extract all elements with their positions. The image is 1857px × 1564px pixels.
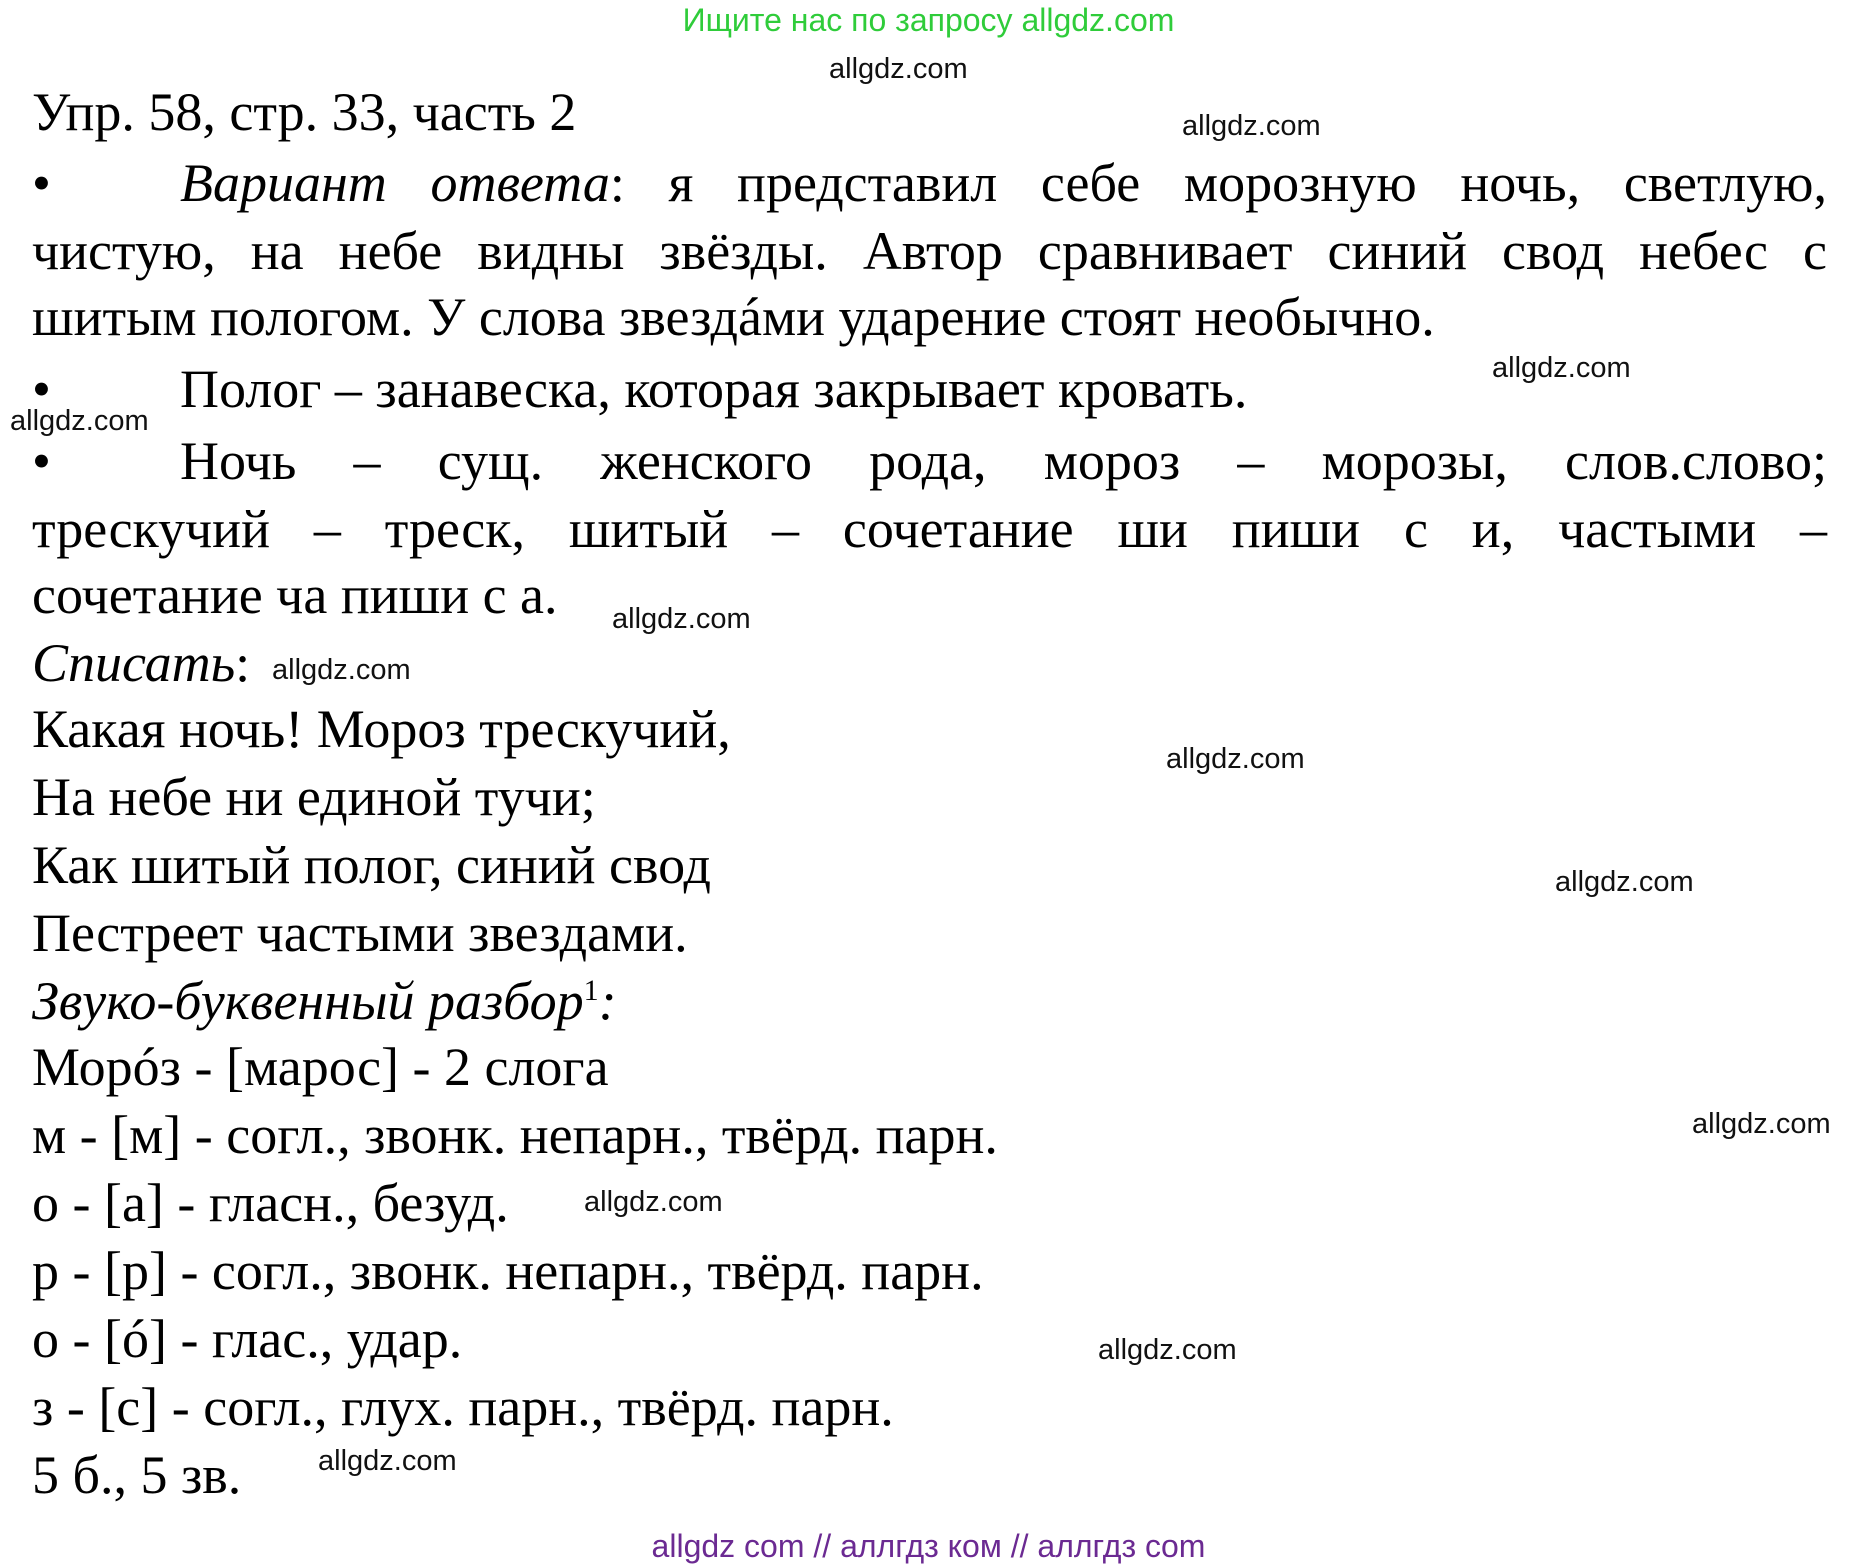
letter-row: м - [м] - согл., звонк. непарн., твёрд. парн. — [32, 1105, 998, 1165]
copy-heading — [32, 633, 251, 693]
spelling-line-1: Ночь – сущ. женского рода, мороз – морозы, слов.слово; — [180, 431, 1827, 491]
answer-paragraph — [32, 153, 1827, 213]
watermark: allgdz.com — [318, 1445, 457, 1477]
letter-row: з - [с] - согл., глух. парн., твёрд. парн. — [32, 1377, 894, 1437]
copy-label: Списать — [32, 633, 236, 693]
letter-row: р - [р] - согл., звонк. непарн., твёрд. парн. — [32, 1241, 984, 1301]
spelling-line-2: трескучий – треск, шитый – сочетание ши пиши с и, частыми – — [32, 499, 1827, 559]
page-title: Упр. 58, стр. 33, часть 2 — [32, 82, 577, 142]
watermark: allgdz.com — [1182, 110, 1321, 142]
analysis-label: Звуко-буквенный разбор — [32, 971, 584, 1031]
watermark: allgdz.com — [272, 654, 411, 686]
bullet-icon: • — [32, 153, 51, 213]
poem-line: Как шитый полог, синий свод — [32, 835, 712, 895]
watermark: allgdz.com — [829, 53, 968, 85]
poem-line: Какая ночь! Мороз трескучий, — [32, 699, 731, 759]
analysis-colon: : — [598, 971, 617, 1031]
analysis-heading — [32, 971, 617, 1031]
bullet-icon: • — [32, 431, 51, 491]
watermark: allgdz.com — [1692, 1108, 1831, 1140]
definition-text: Полог – занавеска, которая закрывает кровать. — [180, 359, 1248, 419]
poem-line: На небе ни единой тучи; — [32, 767, 596, 827]
watermark: allgdz.com — [584, 1186, 723, 1218]
watermark: allgdz.com — [1555, 866, 1694, 898]
footnote-mark: 1 — [583, 974, 599, 1007]
watermark: allgdz.com — [1492, 352, 1631, 384]
spelling-paragraph — [32, 431, 1827, 491]
watermark: allgdz.com — [10, 405, 149, 437]
letter-row: о - [ó] - глас., удар. — [32, 1309, 463, 1369]
letter-row: о - [а] - гласн., безуд. — [32, 1173, 509, 1233]
copy-colon: : — [235, 633, 251, 693]
poem-line: Пестреет частыми звездами. — [32, 903, 688, 963]
watermark: allgdz.com — [1098, 1334, 1237, 1366]
answer-line-3: шитым пологом. У слова звездáми ударение стоят необычно. — [32, 287, 1435, 347]
analysis-summary: 5 б., 5 зв. — [32, 1445, 242, 1505]
answer-label: Вариант ответа — [180, 153, 610, 213]
answer-line-1: : я представил себе морозную ночь, светлую, — [609, 153, 1827, 213]
footer-links: allgdz com // аллгдз ком // аллгдз com — [651, 1528, 1206, 1564]
definition-paragraph — [32, 359, 1248, 419]
search-banner: Ищите нас по запросу allgdz.com — [682, 2, 1175, 38]
bullet-icon: • — [32, 359, 51, 419]
answer-line-2: чистую, на небе видны звёзды. Автор сравнивает синий свод небес с — [32, 221, 1827, 281]
watermark: allgdz.com — [1166, 743, 1305, 775]
word-transcription: Морóз - [марос] - 2 слога — [32, 1037, 609, 1097]
watermark: allgdz.com — [612, 603, 751, 635]
spelling-line-3: сочетание ча пиши с а. — [32, 565, 558, 625]
